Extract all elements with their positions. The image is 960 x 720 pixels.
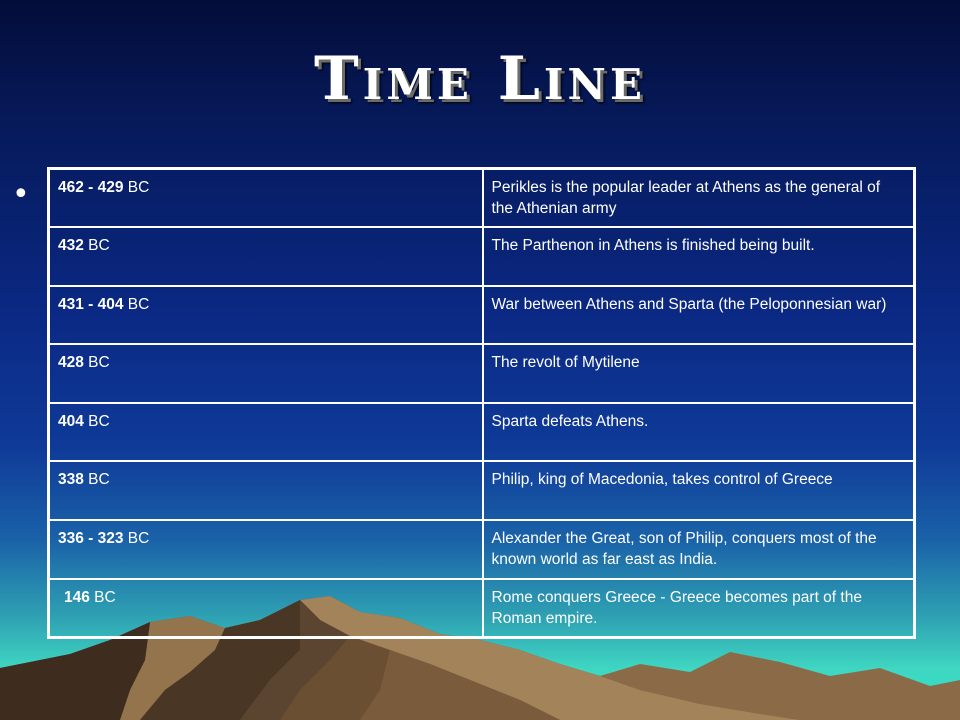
date-value: 432 bbox=[58, 237, 84, 255]
slide-title: Time Line bbox=[314, 44, 646, 114]
date-cell bbox=[49, 579, 483, 638]
date-cell bbox=[49, 344, 483, 403]
date-value: 428 bbox=[58, 354, 84, 372]
date-era: BC bbox=[83, 471, 110, 489]
table-row bbox=[49, 169, 915, 228]
date-cell bbox=[49, 461, 483, 520]
date-era: BC bbox=[83, 354, 110, 372]
date-era: BC bbox=[123, 295, 150, 313]
event-cell: Perikles is the popular leader at Athens as the general of the Athenian army bbox=[483, 169, 915, 228]
event-cell: Rome conquers Greece - Greece becomes part of the Roman empire. bbox=[483, 579, 915, 638]
date-era: BC bbox=[89, 588, 116, 606]
date-cell bbox=[49, 227, 483, 286]
table-row bbox=[49, 461, 915, 520]
bullet-point: • bbox=[12, 177, 30, 212]
date-cell bbox=[49, 286, 483, 345]
date-value: 338 bbox=[58, 471, 84, 489]
date-value: 146 bbox=[64, 588, 90, 606]
date-value: 462 - 429 bbox=[58, 179, 124, 196]
event-cell: Sparta defeats Athens. bbox=[483, 403, 915, 462]
date-value: 404 bbox=[58, 412, 84, 430]
event-cell: Alexander the Great, son of Philip, conquers most of the known world as far east as India. bbox=[483, 520, 915, 579]
date-era: BC bbox=[123, 179, 150, 196]
table-row bbox=[49, 579, 915, 638]
date-cell bbox=[49, 403, 483, 462]
table-row bbox=[49, 344, 915, 403]
table-row bbox=[49, 403, 915, 462]
table-row bbox=[49, 520, 915, 579]
date-cell bbox=[49, 169, 483, 228]
event-cell: War between Athens and Sparta (the Peloponnesian war) bbox=[483, 286, 915, 345]
timeline-table bbox=[47, 167, 916, 639]
date-value: 336 - 323 bbox=[58, 530, 124, 548]
date-value: 431 - 404 bbox=[58, 295, 124, 313]
event-cell: The revolt of Mytilene bbox=[483, 344, 915, 403]
timeline-body bbox=[49, 169, 915, 638]
event-cell: Philip, king of Macedonia, takes control of Greece bbox=[483, 461, 915, 520]
date-era: BC bbox=[83, 237, 110, 255]
date-cell bbox=[49, 520, 483, 579]
date-era: BC bbox=[123, 530, 150, 548]
table-row bbox=[49, 227, 915, 286]
date-era: BC bbox=[83, 412, 110, 430]
event-cell: The Parthenon in Athens is finished being built. bbox=[483, 227, 915, 286]
table-row bbox=[49, 286, 915, 345]
